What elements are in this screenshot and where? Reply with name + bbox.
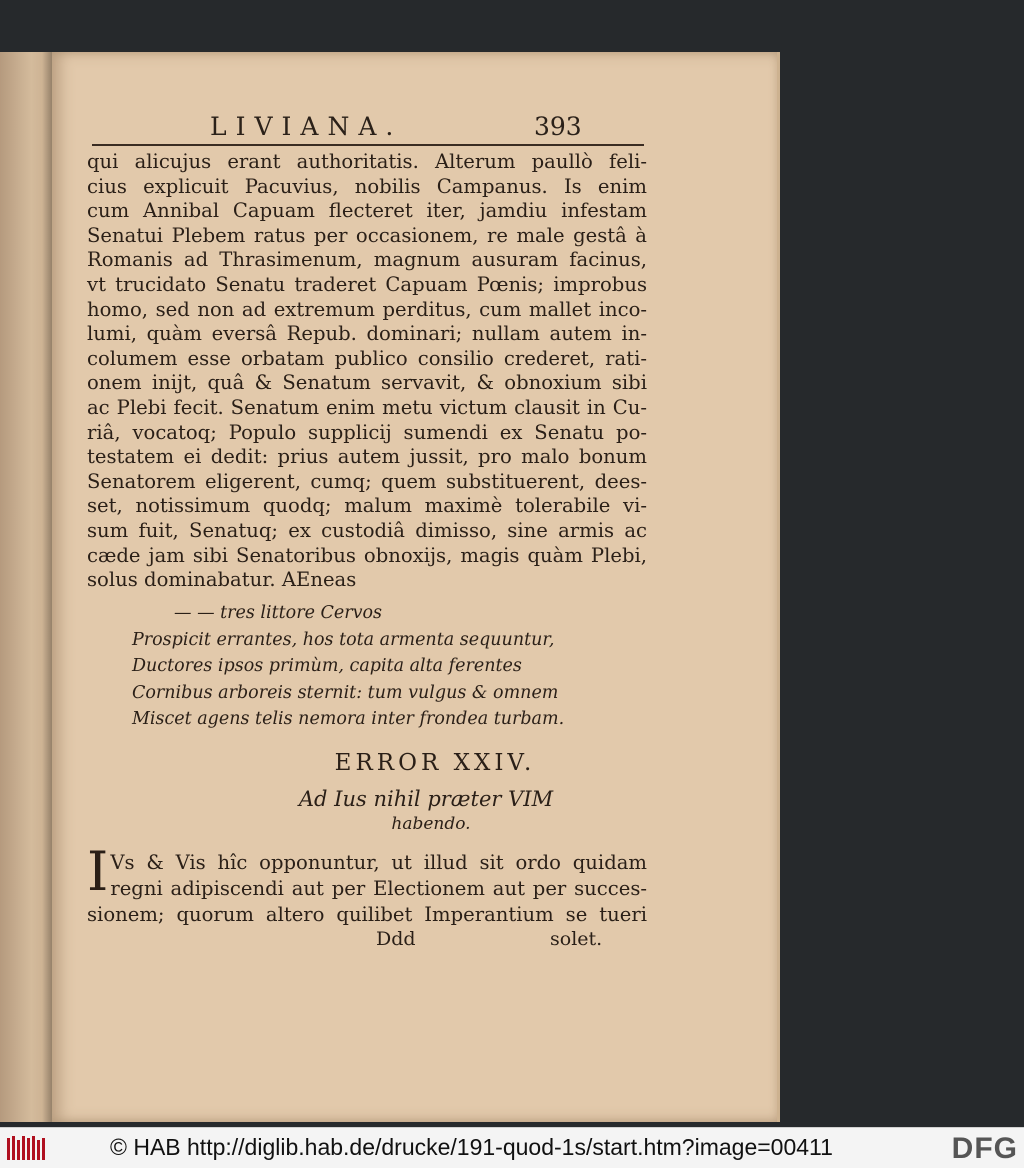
dfg-logo: DFG xyxy=(951,1132,1018,1165)
adjacent-left-page xyxy=(0,52,52,1122)
signature-mark: Ddd xyxy=(376,928,416,950)
text-line: columem esse orbatam publico consilio crederet, rati- xyxy=(87,346,647,370)
section-paragraph xyxy=(87,840,647,928)
verse-quotation xyxy=(132,600,602,733)
verse-line: — — tres littore Cervos xyxy=(174,603,383,623)
verse-line: Prospicit errantes, hos tota armenta sequuntur, xyxy=(132,629,555,650)
text-line: homo, sed non ad extremum perditus, cum mallet inco- xyxy=(87,297,647,321)
text-line: vt trucidato Senatu traderet Capuam Pœnis; improbus xyxy=(87,272,647,296)
text-line: cum Annibal Capuam flecteret iter, jamdiu infestam xyxy=(87,199,647,223)
verse-line: Miscet agens telis nemora inter frondea turbam. xyxy=(132,709,565,729)
running-head: LIVIANA. xyxy=(210,112,403,141)
catchword: solet. xyxy=(550,928,603,950)
text-line: sum fuit, Senatuq; ex custodiâ dimisso, sine armis ac xyxy=(87,518,647,542)
text-line: cæde jam sibi Senatoribus obnoxijs, magis quàm Plebi, xyxy=(87,543,647,567)
verse-line: Cornibus arboreis sternit: tum vulgus & omnem xyxy=(132,682,559,703)
page-gutter-shadow xyxy=(42,52,52,1122)
text-line: set, notissimum quodq; malum maximè tolerabile vi- xyxy=(87,494,647,518)
section-heading: ERROR XXIV. xyxy=(334,750,536,776)
verse-line: Ductores ipsos primùm, capita alta ferentes xyxy=(132,656,522,676)
section-subheading-continued: habendo. xyxy=(391,814,471,834)
source-url[interactable]: © HAB http://diglib.hab.de/drucke/191-quod-1s/start.htm?image=00411 xyxy=(110,1134,833,1160)
text-line: Senatorem eligerent, cumq; quem substituerent, dees- xyxy=(87,469,647,493)
text-line: solus dominabatur. AEneas xyxy=(87,568,357,592)
text-line: Romanis ad Thrasimenum, magnum ausuram facinus, xyxy=(87,248,647,272)
text-line: riâ, vocatoq; Populo supplicij sumendi ex Senatu po- xyxy=(87,420,647,444)
text-line: qui alicujus erant authoritatis. Alterum paullò feli- xyxy=(87,150,647,173)
text-line: onem inijt, quâ & Senatum servavit, & obnoxium sibi xyxy=(87,371,647,395)
text-line: ac Plebi fecit. Senatum enim metu victum clausit in Cu- xyxy=(87,395,647,419)
library-logo-icon xyxy=(6,1134,46,1162)
text-line: Senatui Plebem ratus per occasionem, re male gestâ à xyxy=(87,223,647,247)
section-subheading: Ad Ius nihil præter VIM xyxy=(298,787,554,811)
text-line: sionem; quorum altero quilibet Imperantium se tueri xyxy=(87,903,647,926)
text-line: Vs & Vis hîc opponuntur, ut illud sit ordo quidam xyxy=(110,851,647,874)
page-number: 393 xyxy=(534,112,582,141)
page-edge xyxy=(777,52,780,1122)
text-line: testatem ei dedit: prius autem jussit, pro malo bonum xyxy=(87,445,647,469)
text-line: cius explicuit Pacuvius, nobilis Campanus. Is enim xyxy=(87,174,647,198)
book-page xyxy=(52,52,780,1122)
viewer-footer xyxy=(0,1127,1024,1168)
header-rule xyxy=(92,144,644,146)
text-line: lumi, quàm eversâ Repub. dominari; nullam autem in- xyxy=(87,322,647,346)
main-paragraph xyxy=(87,150,647,593)
drop-capital: I xyxy=(87,840,109,903)
text-line: regni adipiscendi aut per Electionem aut per succes- xyxy=(110,877,647,900)
